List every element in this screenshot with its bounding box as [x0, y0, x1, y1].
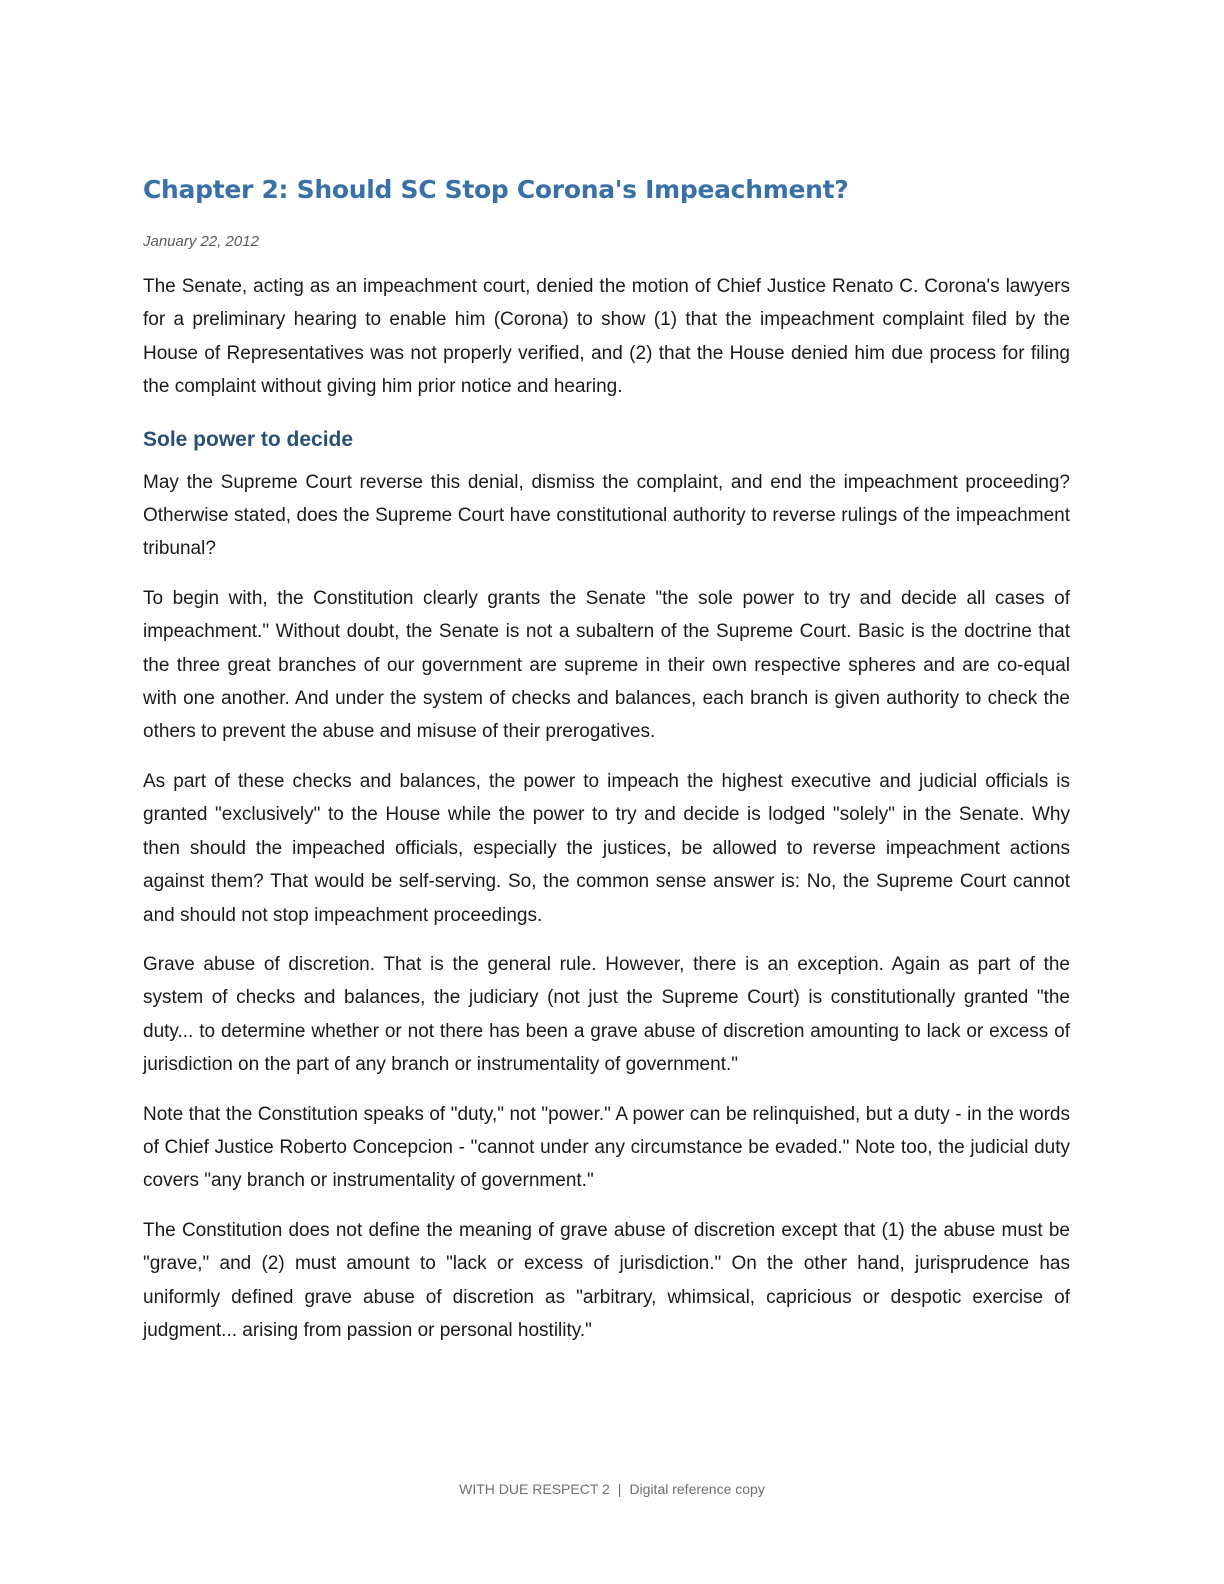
body-paragraph: To begin with, the Constitution clearly grants the Senate "the sole power to try and decide all cases of impeachment." Without doubt, the Senate is not a subaltern of the Supreme Court. Basic is the doctrine that the three great branches of our government are supreme in their own respective spheres and are co-equal with one another. And under the system of checks and balances, each branch is given authority to check the others to prevent the abuse and misuse of their prerogatives.: [143, 587, 1070, 743]
page-footer: [0, 1479, 1224, 1499]
footer-note: Digital reference copy: [629, 1481, 765, 1497]
footer-book-title: WITH DUE RESPECT 2: [459, 1481, 610, 1497]
chapter-title: Chapter 2: Should SC Stop Corona's Impeachment?: [143, 175, 849, 204]
body-paragraph: The Constitution does not define the meaning of grave abuse of discretion except that (1) the abuse must be "grave," and (2) must amount to "lack or excess of jurisdiction." On the other hand, jurisprudence has uniformly defined grave abuse of discretion as "arbitrary, whimsical, capricious or despotic exercise of judgment... arising from passion or personal hostility.": [143, 1219, 1070, 1341]
section-heading: Sole power to decide: [143, 427, 354, 451]
footer-separator: |: [617, 1481, 622, 1497]
body-paragraph: As part of these checks and balances, the power to impeach the highest executive and judicial officials is granted "exclusively" to the House while the power to try and decide is lodged "solely" in the Senate. Why then should the impeached officials, especially the justices, be allowed to reverse impeachment actions against them? That would be self-serving. So, the common sense answer is: No, the Supreme Court cannot and should not stop impeachment proceedings.: [143, 770, 1070, 926]
body-paragraph: Note that the Constitution speaks of "duty," not "power." A power can be relinquished, but a duty - in the words of Chief Justice Roberto Concepcion - "cannot under any circumstance be evaded." Note too, the judicial duty covers "any branch or instrumentality of government.": [143, 1103, 1070, 1192]
intro-paragraph: The Senate, acting as an impeachment court, denied the motion of Chief Justice Renato C. Corona's lawyers for a preliminary hearing to enable him (Corona) to show (1) that the impeachment complaint filed by the House of Representatives was not properly verified, and (2) that the House denied him due process for filing the complaint without giving him prior notice and hearing.: [143, 276, 1070, 398]
page-content: [143, 172, 1070, 1347]
body-paragraph: Grave abuse of discretion. That is the general rule. However, there is an exception. Again as part of the system of checks and balances, the judiciary (not just the Supreme Court) is constitutionally granted "the duty... to determine whether or not there has been a grave abuse of discretion amounting to lack or excess of jurisdiction on the part of any branch or instrumentality of government.": [143, 953, 1070, 1076]
chapter-date: January 22, 2012: [143, 233, 259, 250]
body-paragraph: May the Supreme Court reverse this denial, dismiss the complaint, and end the impeachment proceeding? Otherwise stated, does the Supreme Court have constitutional authority to reverse rulings of the impeachment tribunal?: [143, 471, 1070, 560]
